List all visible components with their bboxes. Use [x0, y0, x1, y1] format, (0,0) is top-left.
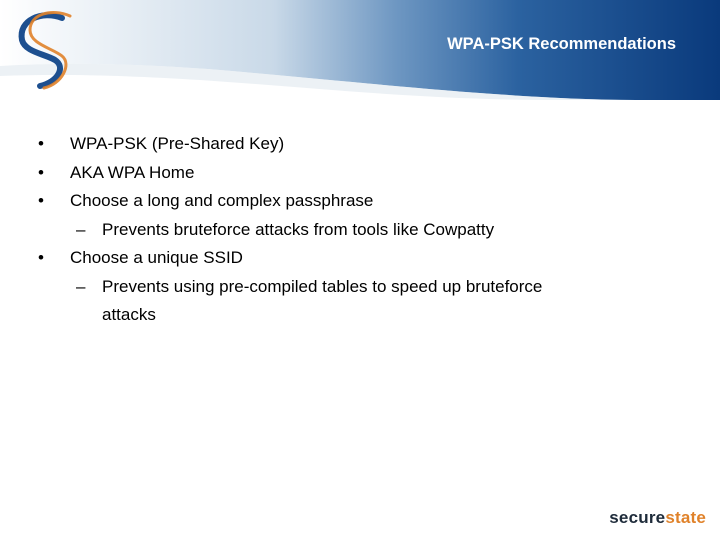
bullet-marker: • — [38, 248, 44, 267]
bullet-text: Choose a unique SSID — [70, 248, 243, 267]
dash-marker: – — [76, 219, 86, 239]
brand-part-state: state — [665, 508, 706, 527]
slide-title: WPA-PSK Recommendations — [447, 35, 676, 53]
bullet-list — [38, 130, 678, 330]
sub-bullet-text: Prevents using pre-compiled tables to speed up bruteforce attacks — [102, 276, 543, 324]
bullet-item — [38, 244, 678, 273]
bullet-marker: • — [38, 134, 44, 153]
bullet-item — [38, 159, 678, 188]
sub-bullet-item — [38, 273, 562, 330]
bullet-marker: • — [38, 162, 44, 182]
brand-part-secure: secure — [609, 508, 666, 527]
bullet-marker: • — [38, 191, 44, 210]
sub-bullet-text: Prevents bruteforce attacks from tools like Cowpatty — [102, 219, 495, 239]
bullet-text: Choose a long and complex passphrase — [70, 191, 374, 210]
bullet-text: WPA-PSK (Pre-Shared Key) — [70, 134, 285, 153]
header-banner — [0, 0, 720, 100]
sub-bullet-item — [38, 216, 678, 245]
brand-logo — [609, 508, 706, 528]
bullet-item — [38, 130, 678, 159]
bullet-item — [38, 187, 678, 216]
bullet-text: AKA WPA Home — [70, 162, 195, 182]
dash-marker: – — [76, 276, 86, 296]
